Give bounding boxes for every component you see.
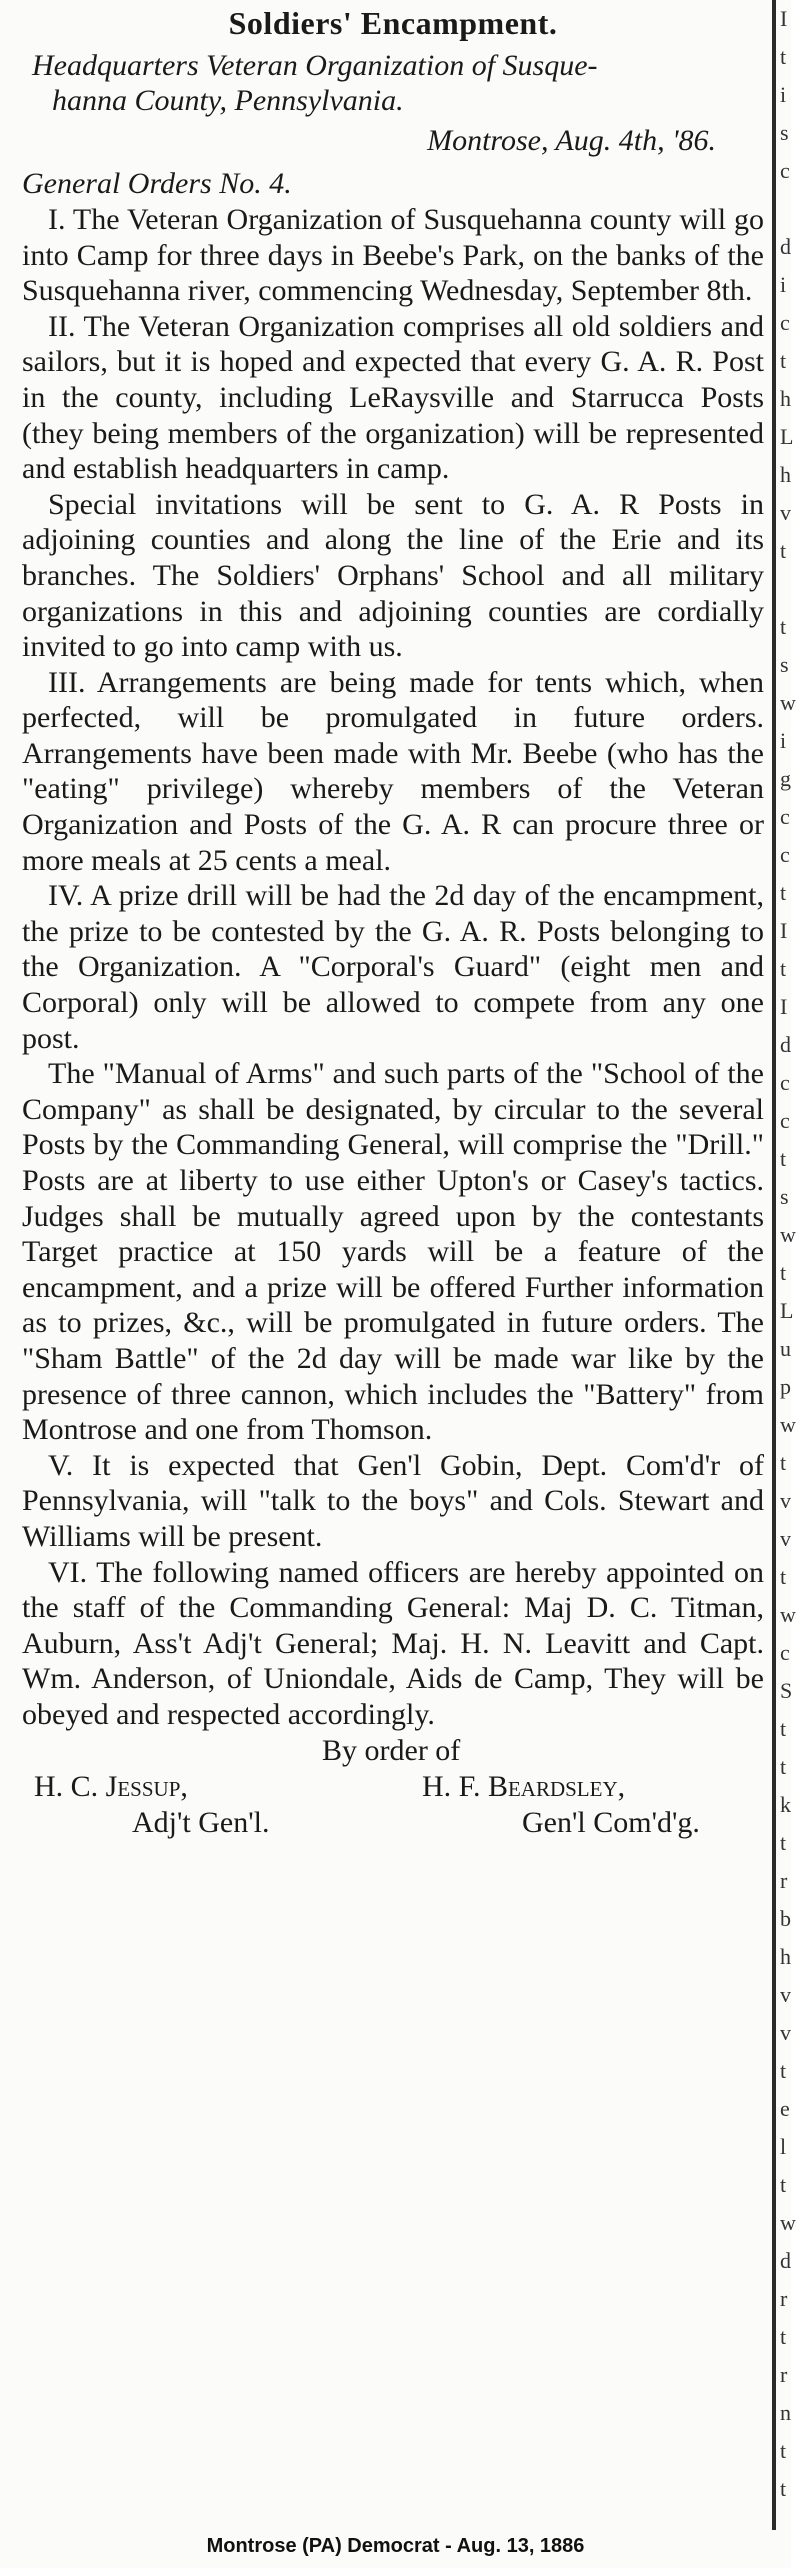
signature-left-name: H. C. Jessup, bbox=[34, 1769, 188, 1803]
paragraph-section-1: I. The Veteran Organization of Susquehanna county will go into Camp for three days in Beebe's Park, on the banks of the Susquehanna river, commencing Wednesday, September 8th. bbox=[22, 202, 764, 308]
signature-right-title: Gen'l Com'd'g. bbox=[522, 1805, 700, 1839]
organization-line-1: Headquarters Veteran Organization of Susque- bbox=[32, 48, 598, 82]
paragraph-section-3: III. Arrangements are being made for tents which, when perfected, will be promulgated in future orders. Arrangements have been made with Mr. Beebe (who has the "eating" privilege) whereby members of the Veteran Organization and Posts of the G. A. R can procure three or more meals at 25 cents a meal. bbox=[22, 665, 764, 877]
paragraph-invitations: Special invitations will be sent to G. A. R Posts in adjoining counties and along the line of the Erie and its branches. The Soldiers' Orphans' School and all military organizations in this and adjoining counties are cordially invited to go into camp with us. bbox=[22, 487, 764, 664]
organization-line-2: hanna County, Pennsylvania. bbox=[52, 84, 404, 118]
dateline: Montrose, Aug. 4th, '86. bbox=[427, 123, 716, 157]
column-rule bbox=[772, 0, 776, 2530]
paragraph-section-5: V. It is expected that Gen'l Gobin, Dept. Com'd'r of Pennsylvania, will "talk to the boys" and Cols. Stewart and Williams will be present. bbox=[22, 1448, 764, 1553]
signature-right-name: H. F. Beardsley, bbox=[422, 1769, 626, 1803]
paragraph-section-4: IV. A prize drill will be had the 2d day of the encampment, the prize to be contested by the G. A. R. Posts belonging to the Organization. A "Corporal's Guard" (eight men and Corporal) only will be allowed to compete from any one post. bbox=[22, 879, 764, 1055]
paragraph-section-6: VI. The following named officers are hereby appointed on the staff of the Commanding General: Maj D. C. Titman, Auburn, Ass't Adj't General; Maj. H. N. Leavitt and Capt. Wm. Anderson, of Uniondale, Aids de Camp, They will be obeyed and respected accordingly. bbox=[22, 1555, 764, 1731]
article-body bbox=[22, 202, 764, 1733]
adjacent-column-edge-text: I t i s c d i c t h L h v t t s w i g c c t I t I d c c t s w t L u p w t v v t w c S t t k t r b h v v t e l t w d r t r n t t bbox=[780, 6, 796, 2501]
signature-block bbox=[22, 1733, 764, 1853]
by-order-line: By order of bbox=[322, 1733, 461, 1767]
source-caption: Montrose (PA) Democrat - Aug. 13, 1886 bbox=[206, 2535, 585, 2557]
signature-left-title: Adj't Gen'l. bbox=[132, 1805, 270, 1839]
article-column bbox=[22, 6, 764, 1853]
article-headline: Soldiers' Encampment. bbox=[228, 5, 558, 41]
orders-title: General Orders No. 4. bbox=[22, 167, 292, 201]
paragraph-drill-details: The "Manual of Arms" and such parts of the "School of the Company" as shall be designated, by circular to the several Posts by the Commanding General, will comprise the "Drill." Posts are at liberty to use either Upton's or Casey's tactics. Judges shall be mutually agreed upon by the contestants Target practice at 150 yards will be a feature of the encampment, and a prize will be offered Further information as to prizes, &c., will be promulgated in future orders. The "Sham Battle" of the 2d day will be made war like by the presence of three cannon, which includes the "Battery" from Montrose and one from Thomson. bbox=[22, 1057, 764, 1447]
paragraph-section-2: II. The Veteran Organization comprises all old soldiers and sailors, but it is hoped and expected that every G. A. R. Post in the county, including LeRaysville and Starrucca Posts (they being members of the organization) will be represented and establish headquarters in camp. bbox=[22, 309, 764, 486]
